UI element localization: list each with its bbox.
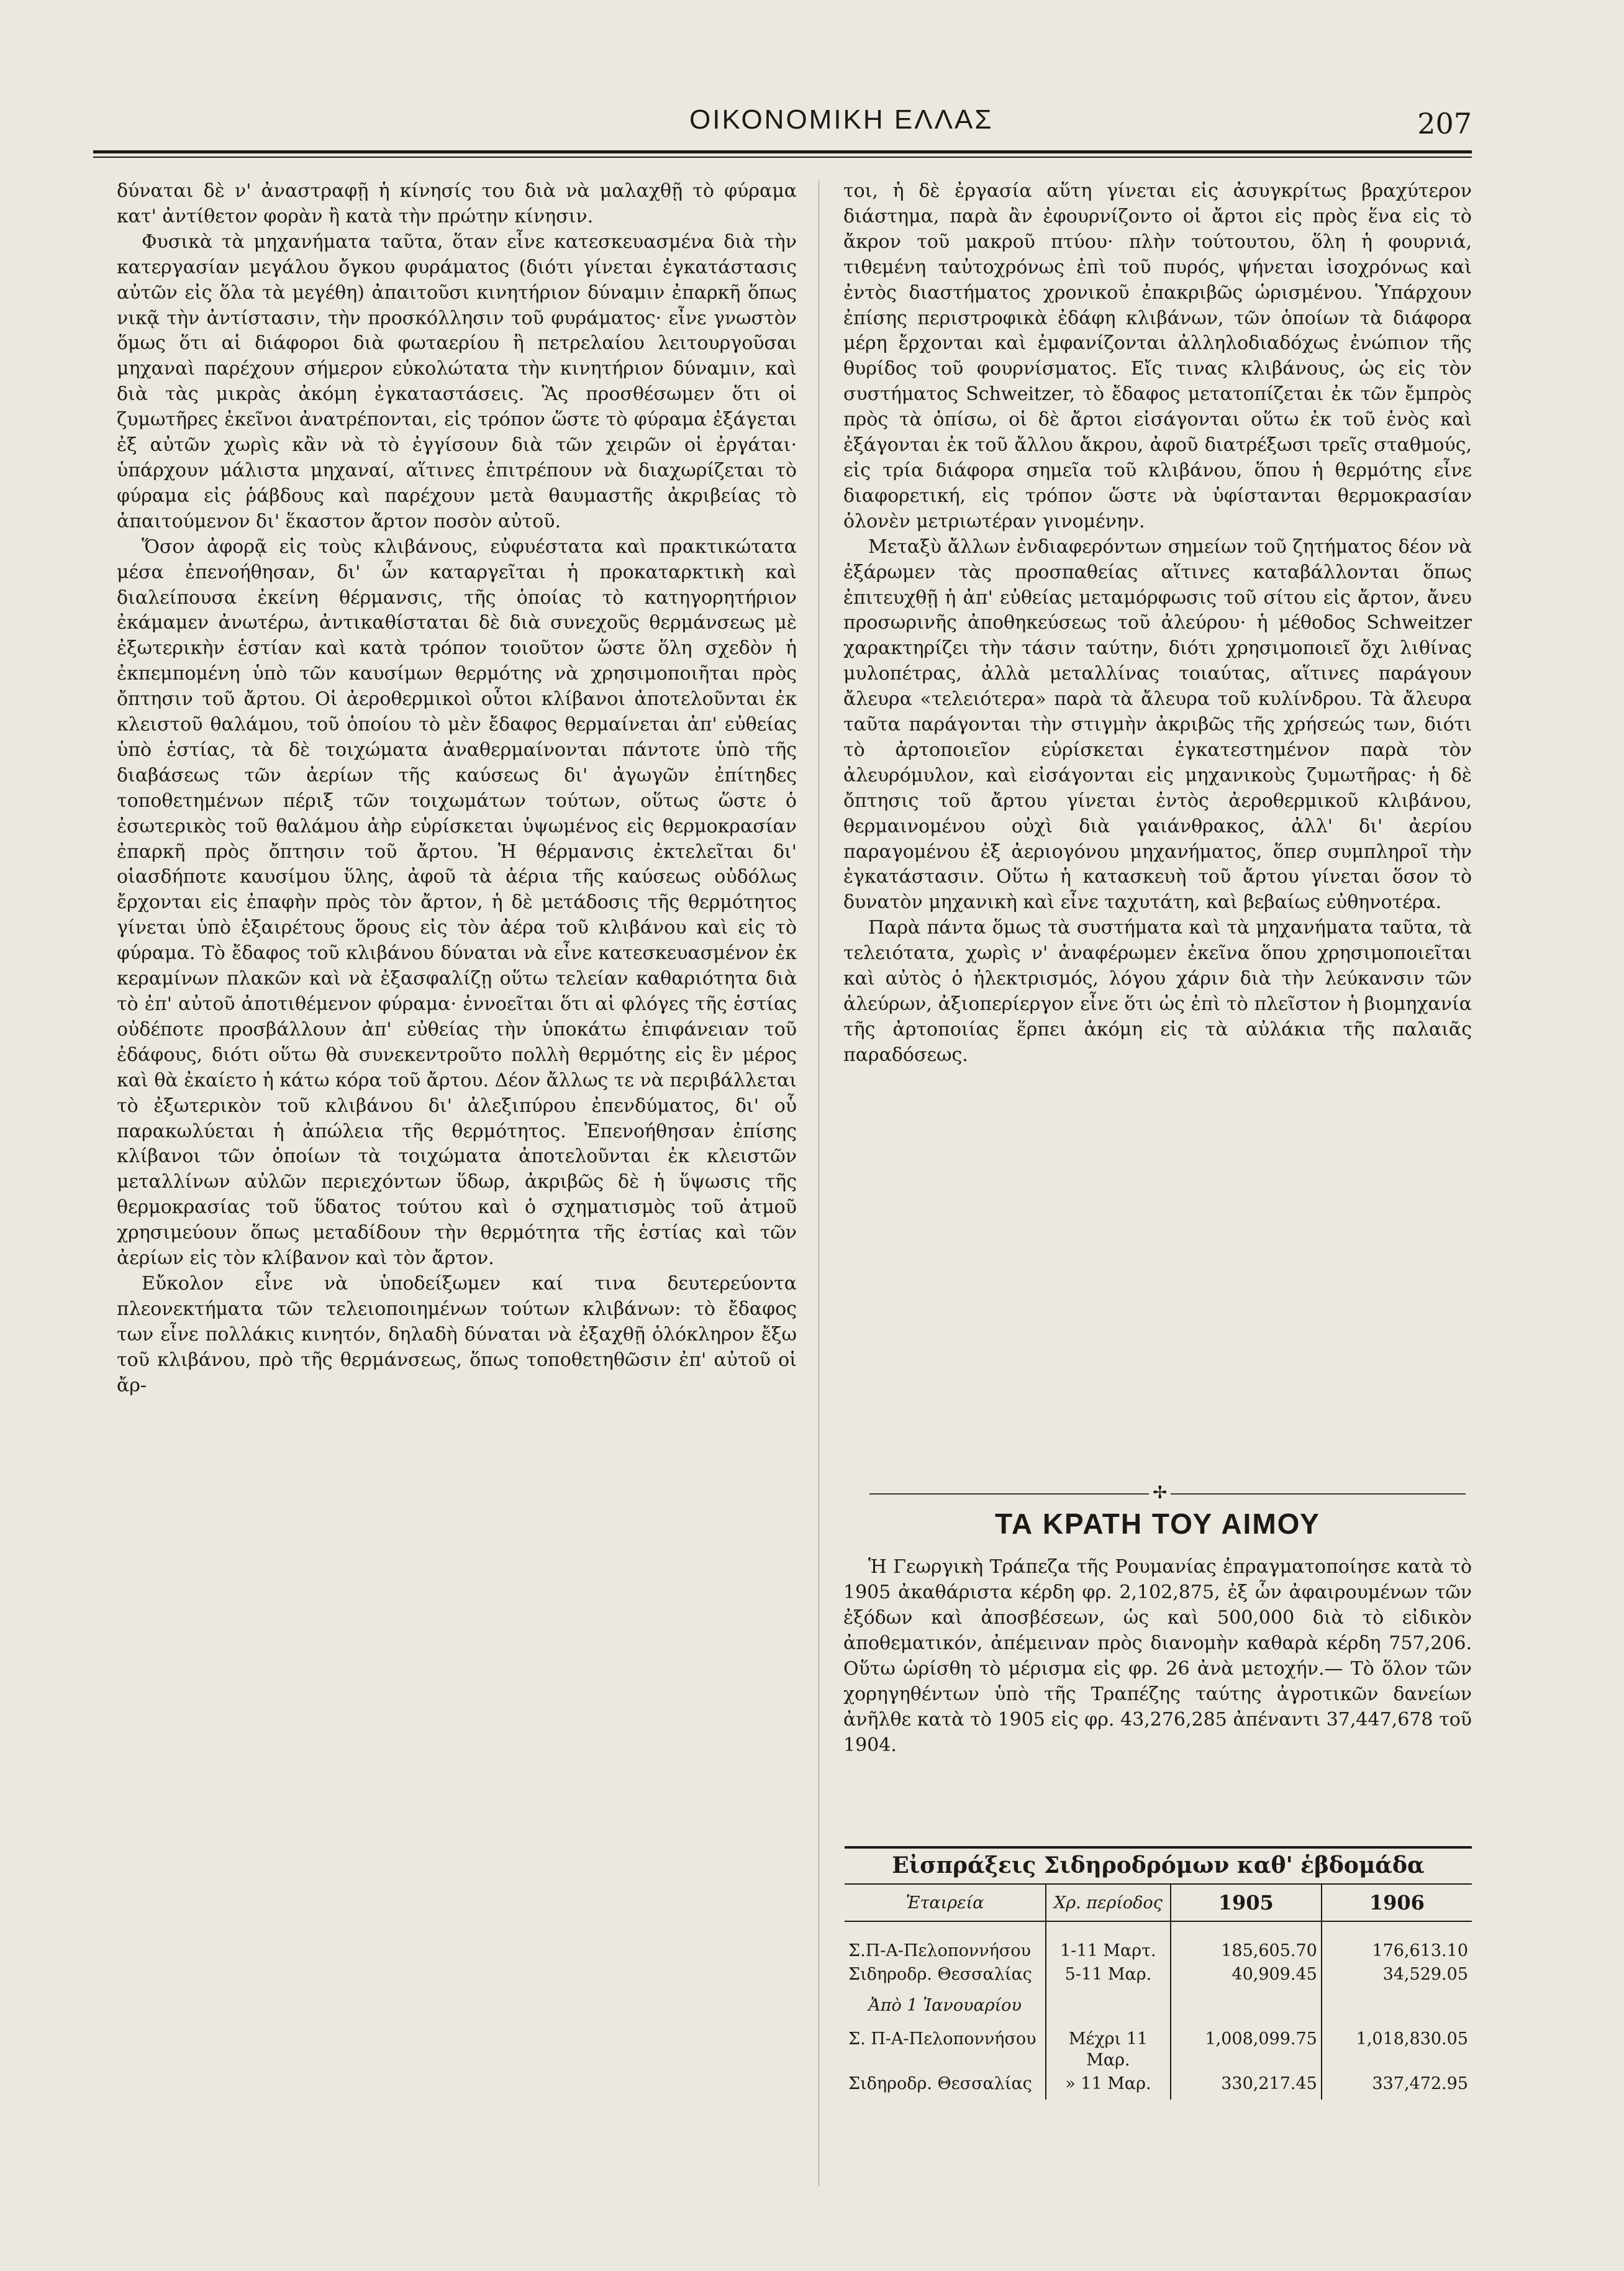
left-paragraph-1: δύναται δὲ ν' ἀναστραφῇ ἡ κίνησίς του διὰ νὰ μαλαχθῇ τὸ φύραμα κατ' ἀντίθετον φορὰν ἢ κατὰ τὴν πρώτην κίνησιν. [117, 180, 797, 227]
table-header-row [845, 1884, 1472, 1921]
bank-article-paragraph: Ἡ Γεωργικὴ Τράπεζα τῆς Ρουμανίας ἐπραγματοποίησε κατὰ τὸ 1905 ἀκαθάριστα κέρδη φρ. 2,102,875, ἐξ ὧν ἀφαιρουμένων τῶν ἐξόδων καὶ ἀποσβέσεων, ὡς καὶ 500,000 διὰ τὸ εἰδικὸν ἀποθεματικόν, ἀπέμειναν πρὸς διανομὴν καθαρὰ κέρδη 757,206. Οὕτω ὡρίσθη τὸ μέρισμα εἰς φρ. 26 ἀνὰ μετοχήν.— Τὸ ὅλον τῶν χορηγηθέντων ὑπὸ τῆς Τραπέζης ταύτης ἀγροτικῶν δανείων ἀνῆλθε κατὰ τὸ 1905 εἰς φρ. 43,276,285 ἀπέναντι 37,447,678 τοῦ 1904. [843, 1556, 1472, 1756]
header-rule-thin [93, 157, 1472, 158]
running-header [93, 104, 1472, 148]
row-company: Σ. Π-Α-Πελοποννήσου [848, 2029, 1037, 2049]
row-1905: 40,909.45 [1171, 1963, 1322, 1987]
separator-ornament: ✢ [1149, 1482, 1171, 1503]
header-company: Ἑταιρεία [845, 1884, 1046, 1921]
row-1905: 1,008,099.75 [1171, 2028, 1322, 2072]
row-period: 1-11 Μαρτ. [1046, 1939, 1171, 1963]
row-company: Σ.Π-Α-Πελοποννήσου [848, 1941, 1031, 1960]
row-1905: 330,217.45 [1171, 2072, 1322, 2100]
right-column [843, 179, 1472, 1068]
table-row [845, 1963, 1472, 1987]
right-paragraph-3: Παρὰ πάντα ὅμως τὰ συστήματα καὶ τὰ μηχανήματα ταῦτα, τὰ τελειότατα, χωρὶς ν' ἀναφέρωμεν ἐκεῖνα ὅπου χρησιμοποιεῖται καὶ αὐτὸς ὁ ἠλεκτρισμός, λόγου χάριν διὰ τὴν λεύκανσιν τῶν ἀλεύρων, ἀξιοπερίεργον εἶνε ὅτι ὡς ἐπὶ τὸ πλεῖστον ἡ βιομηχανία τῆς ἀρτοποιίας ἕρπει ἀκόμη εἰς τὰ αὐλάκια τῆς παλαιᾶς παραδόσεως. [843, 917, 1472, 1066]
row-company: Σιδηροδρ. Θεσσαλίας [848, 2074, 1032, 2093]
right-paragraph-1: τοι, ἡ δὲ ἐργασία αὕτη γίνεται εἰς ἀσυγκρίτως βραχύτερον διάστημα, παρὰ ἂν ἐφουρνίζοντο οἱ ἄρτοι εἰς πρὸς ἕνα εἰς τὸ ἄκρον τοῦ μακροῦ πτύου· πλὴν τούτουτου, ὅλη ἡ φουρνιά, τιθεμένη ταὐτοχρόνως ἐπὶ τοῦ πυρός, ψήνεται ἰσοχρόνως καὶ ἐντὸς διαστήματος χρονικοῦ ἐπακριβῶς ὡρισμένου. Ὑπάρχουν ἐπίσης περιστροφικὰ ἐδάφη κλιβάνων, τῶν ὁποίων τὰ διάφορα μέρη ἔρχονται καὶ ἐμφανίζονται ἀλληλοδιαδόχως ἐνώπιον τῆς θυρίδος τοῦ φουρνίσματος. Εἴς τινας κλιβάνους, ὡς εἰς τὸν συστήματος Schweitzer, τὸ ἔδαφος μετατοπίζεται ἐκ τῶν ἔμπρὸς πρὸς τὰ ὀπίσω, οἱ δὲ ἄρτοι εἰσάγονται οὕτω ἐκ τοῦ ἑνὸς καὶ ἐξάγονται ἐκ τοῦ ἄλλου ἄκρου, ἀφοῦ διατρέξωσι τρεῖς σταθμούς, εἰς τρία διάφορα σημεῖα τοῦ κλιβάνου, ὅπου ἡ θερμότης εἶνε διαφορετική, εἰς τρόπον ὥστε νὰ ὑφίστανται θερμοκρασίαν ὁλονὲν μετριωτέραν γινομένην. [843, 180, 1472, 532]
railway-receipts-table [845, 1846, 1472, 2100]
table-title: Εἰσπράξεις Σιδηροδρόμων καθ' ἑβδομάδα [845, 1846, 1472, 1883]
page-number: 207 [1417, 107, 1472, 140]
bank-article [843, 1554, 1472, 1758]
row-period: 5-11 Μαρ. [1046, 1963, 1171, 1987]
row-1906: 34,529.05 [1322, 1963, 1472, 1987]
left-column [117, 179, 797, 1399]
row-1906: 1,018,830.05 [1322, 2028, 1472, 2072]
table-row [845, 1939, 1472, 1963]
header-rule [93, 150, 1472, 153]
row-period: » 11 Μαρ. [1046, 2072, 1171, 2100]
header-1905: 1905 [1171, 1884, 1322, 1921]
table-row [845, 2028, 1472, 2072]
row-1906: 337,472.95 [1322, 2072, 1472, 2100]
row-company: Σιδηροδρ. Θεσσαλίας [848, 1965, 1032, 1984]
section-separator [869, 1482, 1466, 1503]
row-period: Μέχρι 11 Μαρ. [1046, 2028, 1171, 2072]
journal-title: ΟΙΚΟΝΟΜΙΚΗ ΕΛΛΑΣ [689, 104, 994, 135]
row-1906: 176,613.10 [1322, 1939, 1472, 1963]
header-period: Χρ. περίοδος [1046, 1884, 1171, 1921]
section-heading: ΤΑ ΚΡΑΤΗ ΤΟΥ ΑΙΜΟΥ [995, 1508, 1320, 1540]
left-paragraph-3: Ὅσον ἀφορᾷ εἰς τοὺς κλιβάνους, εὐφυέστατα καὶ πρακτικώτατα μέσα ἐπενοήθησαν, δι' ὧν καταργεῖται ἡ προκαταρκτικὴ καὶ διαλείπουσα ἐκείνη θέρμανσις, τῆς ὁποίας τὸ κατηγορητήριον ἐκάμαμεν ἀνωτέρω, ἀντικαθίσταται δὲ διὰ συνεχοῦς θερμάνσεως μὲ ἐξωτερικὴν ἑστίαν καὶ κατὰ τρόπον τοιοῦτον ὥστε ὅλη σχεδὸν ἡ ἐκπεμπομένη ὑπὸ τῶν καυσίμων θερμότης νὰ χρησιμοποιῆται πρὸς ὄπτησιν τοῦ ἄρτου. Οἱ ἀεροθερμικοὶ οὗτοι κλίβανοι ἀποτελοῦνται ἐκ κλειστοῦ θαλάμου, τοῦ ὁποίου τὸ μὲν ἔδαφος θερμαίνεται ἀπ' εὐθείας ὑπὸ ἑστίας, τὰ δὲ τοιχώματα ἀναθερμαίνονται πάντοτε ὑπὸ τῆς διαβάσεως τῶν ἀερίων τῆς καύσεως δι' ἀγωγῶν ἐπίτηδες τοποθετημένων πέριξ τῶν τοιχωμάτων τούτων, οὕτως ὥστε ὁ ἐσωτερικὸς τοῦ θαλάμου ἀὴρ εὑρίσκεται ὑψωμένος εἰς θερμοκρασίαν ἐπαρκῆ πρὸς ὄπτησιν τοῦ ἄρτου. Ἡ θέρμανσις ἐκτελεῖται δι' οἱασδήποτε καυσίμου ὕλης, ἀφοῦ τὰ ἀέρια τῆς καύσεως οὐδόλως ἔρχονται εἰς ἐπαφὴν πρὸς τὸν ἄρτον, ἡ δὲ μετάδοσις τῆς θερμότητος γίνεται ὑπὸ ἐξαιρέτους ὅρους εἰς τὸν ἀέρα τοῦ κλιβάνου καὶ εἰς τὸ φύραμα. Τὸ ἔδαφος τοῦ κλιβάνου δύναται νὰ εἶνε κατεσκευασμένον ἐκ κεραμίνων πλακῶν καὶ νὰ ἐξασφαλίζῃ οὕτω τελείαν καθαριότητα διὰ τὸ ἐπ' αὐτοῦ ἀποτιθέμενον φύραμα· ἐννοεῖται ὅτι αἱ φλόγες τῆς ἑστίας οὐδέποτε προσβάλλουν ἀπ' εὐθείας τὴν ὑποκάτω ἐπιφάνειαν τοῦ ἐδάφους, διότι οὕτω θὰ συνεκεντροῦτο πολλὴ θερμότης εἰς ἓν μέρος καὶ θὰ ἐκαίετο ἡ κάτω κόρα τοῦ ἄρτου. Δέον ἄλλως τε νὰ περιβάλλεται τὸ ἐξωτερικὸν τοῦ κλιβάνου δι' ἀλεξιπύρου ἐπενδύματος, δι' οὗ παρακωλύεται ἡ ἀπώλεια τῆς θερμότητος. Ἐπενοήθησαν ἐπίσης κλίβανοι τῶν ὁποίων τὰ τοιχώματα ἀποτελοῦνται ἐκ κλειστῶν μεταλλίνων αὐλῶν περιεχόντων ὕδωρ, ἀκριβῶς δὲ ἡ ὕψωσις τῆς θερμοκρασίας τοῦ ὕδατος τούτου καὶ ὁ σχηματισμὸς τοῦ ἀτμοῦ χρησιμεύουν ὅπως μεταδίδουν τὴν θερμότητα τῆς ἑστίας καὶ τῶν ἀερίων εἰς τὸν κλίβανον καὶ τὸν ἄρτον. [117, 535, 797, 1270]
table-subheading: Ἀπὸ 1 Ἰανουαρίου [868, 1996, 1022, 2015]
left-paragraph-2: Φυσικὰ τὰ μηχανήματα ταῦτα, ὅταν εἶνε κατεσκευασμένα διὰ τὴν κατεργασίαν μεγάλου ὄγκου φυράματος (διότι γίνεται ἐγκατάστασις αὐτῶν εἰς ὅλα τὰ μεγέθη) ἀπαιτοῦσι κινητήριον δύναμιν ἐπαρκῆ ὅπως νικᾷ τὴν ἀντίστασιν, τὴν προσκόλλησιν τοῦ φυράματος· εἶνε γνωστὸν ὅμως ὅτι αἱ διάφοροι διὰ φωταερίου ἢ πετρελαίου λειτουργοῦσαι μηχαναὶ παρέχουν σήμερον εὐκολώτατα τὴν κινητήριον δύναμιν, καὶ διὰ τὰς μικρὰς ἀκόμη ἐγκαταστάσεις. Ἂς προσθέσωμεν ὅτι οἱ ζυμωτῆρες ἐκεῖνοι ἀνατρέπονται, εἰς τρόπον ὥστε τὸ φύραμα ἐξάγεται ἐξ αὐτῶν χωρὶς κἂν νὰ τὸ ἐγγίσουν διὰ τῶν χειρῶν οἱ ἐργάται· ὑπάρχουν μάλιστα μηχαναί, αἵτινες ἐπιτρέπουν νὰ διαχωρίζεται τὸ φύραμα εἰς ῥάβδους καὶ παρέχουν μετὰ θαυμαστῆς ἀκριβείας τὸ ἀπαιτούμενον δι' ἕκαστον ἄρτον ποσὸν αὐτοῦ. [117, 230, 797, 532]
receipts-table [845, 1883, 1472, 2100]
table-subheading-row [845, 1987, 1472, 2028]
table-row [845, 2072, 1472, 2100]
row-1905: 185,605.70 [1171, 1939, 1322, 1963]
header-1906: 1906 [1322, 1884, 1472, 1921]
right-paragraph-2: Μεταξὺ ἄλλων ἐνδιαφερόντων σημείων τοῦ ζητήματος δέον νὰ ἐξάρωμεν τὰς προσπαθείας αἵτινες καταβάλλονται ὅπως ἐπιτευχθῇ ἡ ἀπ' εὐθείας μεταμόρφωσις τοῦ σίτου εἰς ἄρτον, ἄνευ προσωρινῆς ἀποθηκεύσεως τοῦ ἀλεύρου· ἡ μέθοδος Schweitzer χαρακτηρίζει τὴν τάσιν ταύτην, διότι χρησιμοποιεῖ ὄχι λιθίνας μυλοπέτρας, ἀλλὰ μεταλλίνας τοιαύτας, αἵτινες παράγουν ἄλευρα «τελειότερα» παρὰ τὰ ἄλευρα τοῦ κυλίνδρου. Τὰ ἄλευρα ταῦτα παράγονται τὴν στιγμὴν ἀκριβῶς τῆς χρήσεώς των, διότι τὸ ἀρτοποιεῖον εὑρίσκεται ἐγκατεστημένον παρὰ τὸν ἀλευρόμυλον, καὶ εἰσάγονται εἰς μηχανικοὺς ζυμωτῆρας· ἡ δὲ ὄπτησις τοῦ ἄρτου γίνεται ἐντὸς ἀεροθερμικοῦ κλιβάνου, θερμαινομένου οὐχὶ διὰ γαιάνθρακος, ἀλλ' δι' ἀερίου παραγομένου ἐξ ἀεριογόνου μηχανήματος, ὅπερ συμπληροῖ τὴν ἐγκατάστασιν. Οὕτω ἡ κατασκευὴ τοῦ ἄρτου γίνεται ὅσον τὸ δυνατὸν μηχανικὴ καὶ εἶνε ταχυτάτη, καὶ βεβαίως εὐθηνοτέρα. [843, 535, 1472, 914]
left-paragraph-4: Εὔκολον εἶνε νὰ ὑποδείξωμεν καί τινα δευτερεύοντα πλεονεκτήματα τῶν τελειοποιημένων τούτων κλιβάνων: τὸ ἔδαφος των εἶνε πολλάκις κινητόν, δηλαδὴ δύναται νὰ ἐξαχθῇ ὁλόκληρον ἔξω τοῦ κλιβάνου, πρὸ τῆς θερμάνσεως, ὅπως τοποθετηθῶσιν ἐπ' αὐτοῦ οἱ ἄρ- [117, 1272, 797, 1396]
